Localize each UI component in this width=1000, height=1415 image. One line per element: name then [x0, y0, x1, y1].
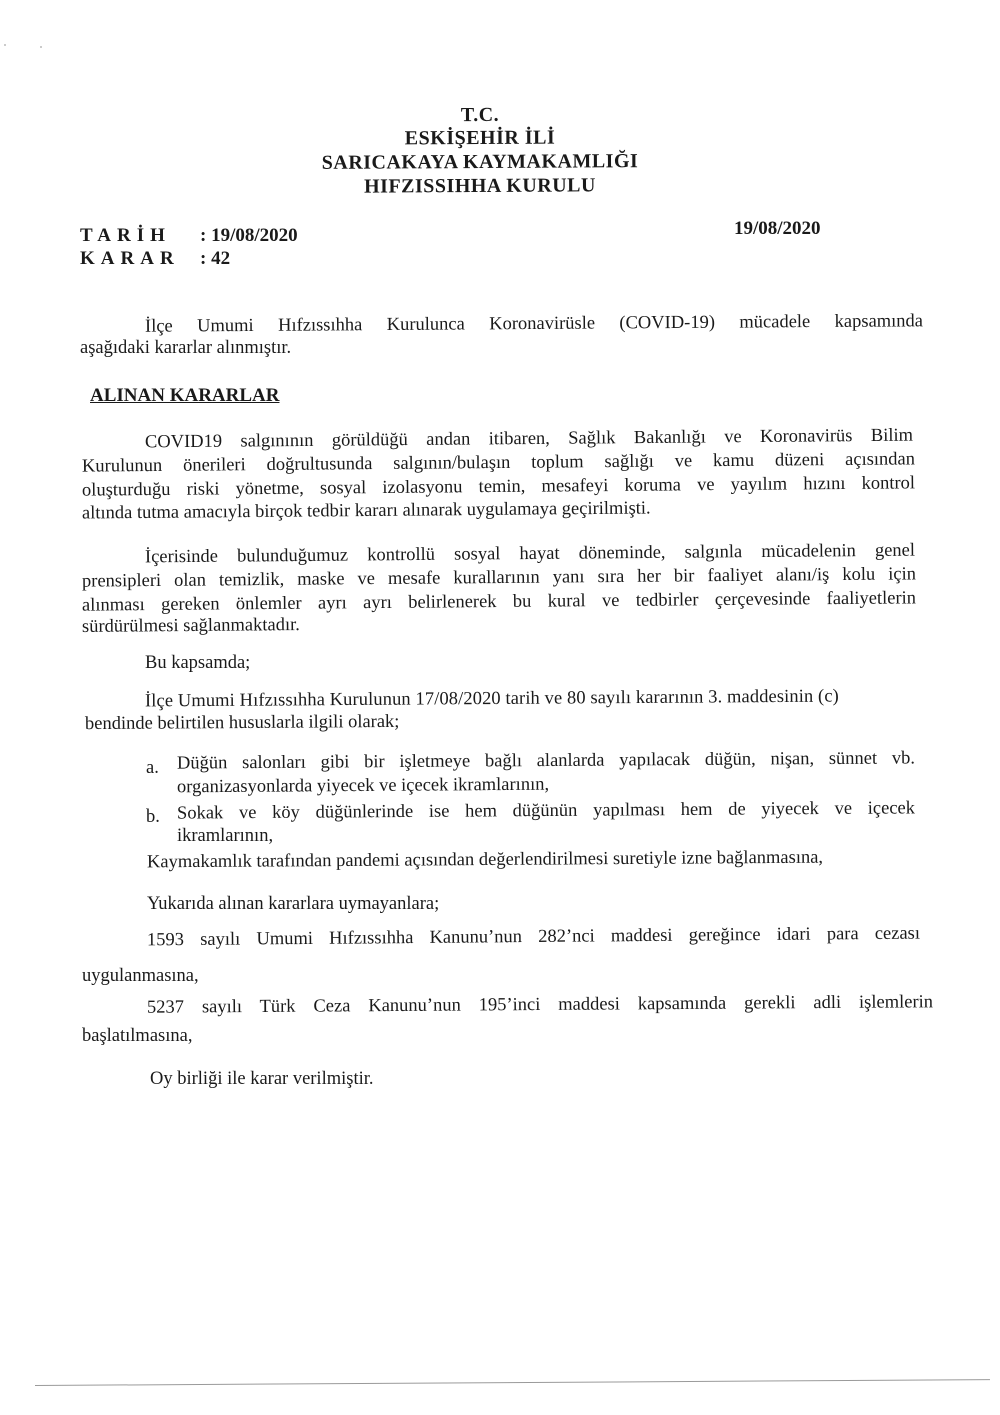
penalty1-line-1: 1593 sayılı Umumi Hıfzıssıhha Kanunu’nun 282’nci maddesi gereğince idari para cezası	[146, 923, 921, 951]
paragraph2-line-2: prensipleri olan temizlik, maske ve mesafe kurallarının yanı sıra her bir faaliyet alanı/iş kolu için	[81, 564, 917, 592]
paragraph2-line-1: İçerisinde bulunduğumuz kontrollü sosyal hayat döneminde, salgınla mücadelenin genel	[144, 540, 916, 568]
list-a-line-2: organizasyonlarda yiyecek ve içecek ikramlarının,	[176, 774, 550, 798]
scan-speck	[4, 44, 6, 46]
date-right: 19/08/2020	[734, 218, 821, 239]
tarih-value: : 19/08/2020	[200, 225, 298, 246]
penalty2-line-2: başlatılmasına,	[82, 1026, 193, 1046]
header-line-tc: T.C.	[460, 103, 500, 127]
intro-line-2: aşağıdaki kararlar alınmıştır.	[80, 338, 292, 358]
karar-value: : 42	[200, 248, 231, 269]
list-marker-a: a.	[146, 758, 159, 778]
penalty1-line-2: uygulanmasına,	[82, 966, 199, 986]
list-b-line-1: Sokak ve köy düğünlerinde ise hem düğünün yapılması hem de yiyecek ve içecek	[176, 798, 916, 824]
paragraph1-line-1: COVID19 salgınının görüldüğü andan itibaren, Sağlık Bakanlığı ve Koronavirüs Bilim	[144, 425, 914, 453]
yukarida-line: Yukarıda alınan kararlara uymayanlara;	[147, 894, 440, 914]
list-marker-b: b.	[146, 807, 160, 827]
intro-line-1: İlçe Umumi Hıfzıssıhha Kurulunca Koronavirüsle (COVID-19) mücadele kapsamında	[144, 311, 924, 337]
paragraph1-line-4: altında tutma amacıyla birçok tedbir kararı alınarak uygulamaya geçirilmişti.	[81, 498, 651, 524]
karar-label: KARAR	[80, 248, 180, 269]
penalty2-line-1: 5237 sayılı Türk Ceza Kanunu’nun 195’inci maddesi kapsamında gerekli adli işlemlerin	[146, 992, 934, 1018]
bu-kapsamda: Bu kapsamda;	[145, 653, 251, 673]
paragraph3-line-2: bendinde belirtilen hususlarla ilgili olarak;	[84, 711, 400, 735]
section-title: ALINAN KARARLAR	[90, 385, 280, 406]
header-line-province: ESKİŞEHİR İLİ	[404, 126, 556, 150]
scan-edge-line	[35, 1379, 990, 1386]
paragraph3-line-1: İlçe Umumi Hıfzıssıhha Kurulunun 17/08/2020 tarih ve 80 sayılı kararının 3. maddesinin (c)	[144, 686, 839, 712]
paragraph1-line-3: oluşturduğu riski yönetme, sosyal izolasyonu temin, mesafeyi koruma ve yayılım hızını kontrol	[81, 473, 916, 501]
list-a-line-1: Düğün salonları gibi bir işletmeye bağlı alanlarda yapılacak düğün, nişan, sünnet vb.	[176, 748, 916, 774]
paragraph1-line-2: Kurulunun önerileri doğrultusunda salgının/bulaşın toplum sağlığı ve kamu düzeni açısından	[81, 449, 916, 477]
paragraph2-line-3: alınması gereken önlemler ayrı ayrı belirlenerek bu kural ve tedbirler çerçevesinde faaliyetlerin	[81, 588, 917, 616]
tarih-label: TARİH	[80, 225, 171, 246]
header-line-district: SARICAKAYA KAYMAKAMLIĞI	[321, 150, 639, 174]
scan-speck	[40, 46, 42, 48]
list-b-line-2: ikramlarının,	[177, 826, 274, 846]
kaymakamlik-line: Kaymakamlık tarafından pandemi açısından değerlendirilmesi suretiyle izne bağlanmasına,	[146, 847, 824, 873]
header-line-board: HIFZISSIHHA KURULU	[364, 174, 596, 198]
closing-line: Oy birliği ile karar verilmiştir.	[150, 1069, 374, 1089]
paragraph2-line-4: sürdürülmesi sağlanmaktadır.	[81, 615, 300, 637]
